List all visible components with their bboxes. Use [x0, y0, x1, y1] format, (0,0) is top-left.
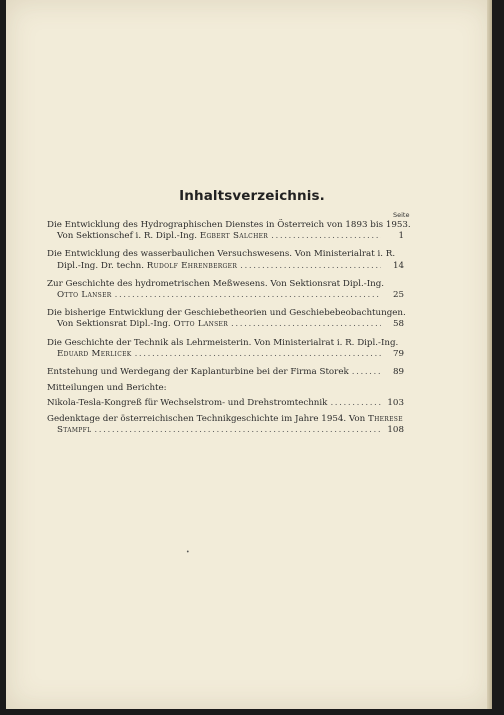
toc-entry — [47, 249, 404, 271]
toc-entry — [47, 308, 404, 330]
table-of-contents — [47, 220, 411, 444]
toc-entry-line — [47, 231, 404, 242]
toc-entry-page: 58 — [392, 319, 404, 330]
toc-entry-line — [47, 261, 404, 272]
toc-entry-text: Die Entwicklung des wasserbaulichen Versuchswesens. Von Ministerialrat i. R. — [47, 249, 396, 260]
toc-entry-text: Mitteilungen und Berichte: — [47, 382, 167, 393]
dot-leader — [115, 290, 381, 301]
toc-entry — [47, 338, 404, 360]
toc-entry-text: Entstehung und Werdegang der Kaplanturbine bei der Firma Storek — [47, 367, 349, 378]
toc-entry-line — [47, 319, 404, 330]
toc-entry-line — [47, 290, 404, 301]
toc-entry-text: Gedenktage der österreichischen Technikgeschichte im Jahre 1954. Von — [47, 414, 366, 425]
toc-entry-line — [47, 349, 404, 360]
toc-entry-text: Die Entwicklung des Hydrographischen Dienstes in Österreich von 1893 bis 1953. — [47, 220, 411, 230]
toc-entry-page: 1 — [398, 231, 404, 242]
dot-leader — [330, 398, 381, 409]
toc-entry — [47, 220, 411, 242]
toc-entry-line — [47, 249, 404, 260]
toc-entry-line — [47, 308, 404, 319]
toc-entry-page: 89 — [392, 367, 404, 378]
toc-entry-author: Otto Lanser — [57, 290, 112, 301]
toc-entry-line — [47, 414, 404, 425]
toc-entry-text: Die Geschichte der Technik als Lehrmeisterin. Von Ministerialrat i. R. Dipl.-Ing. — [47, 337, 399, 348]
toc-entry-author: Rudolf Ehrenberger — [146, 260, 238, 271]
toc-entry-line — [47, 220, 411, 231]
dot-leader — [352, 367, 381, 378]
toc-entry — [47, 279, 404, 301]
toc-entry — [47, 367, 404, 378]
toc-entry-page: 25 — [392, 290, 404, 301]
toc-entry — [47, 414, 404, 436]
toc-section-heading — [47, 383, 404, 394]
toc-entry-author: Eduard Merlicek — [57, 348, 132, 359]
page-column-label: Seite — [393, 211, 410, 219]
toc-entry-line — [47, 367, 404, 378]
toc-entry-text: Von Sektionsrat Dipl.-Ing. — [57, 319, 171, 330]
page-edge — [487, 0, 492, 709]
toc-entry-text: Zur Geschichte des hydrometrischen Meßwesens. Von Sektionsrat Dipl.-Ing. — [47, 278, 385, 289]
toc-entry-page: 14 — [392, 260, 404, 271]
toc-entry-line — [47, 279, 404, 290]
toc-entry-author-first: Therese — [368, 414, 403, 425]
toc-entry-text: Von Sektionschef i. R. Dipl.-Ing. — [57, 231, 198, 242]
toc-entry-author: Egbert Salcher — [199, 231, 269, 242]
dot-leader — [231, 319, 381, 330]
toc-entry-line — [47, 338, 404, 349]
toc-entry-page: 79 — [392, 348, 404, 359]
toc-entry-line — [47, 383, 404, 394]
page-title: Inhaltsverzeichnis. — [179, 188, 325, 204]
toc-entry-author: Stampfl — [57, 425, 92, 436]
toc-entry-author: Otto Lanser — [173, 319, 229, 330]
dot-leader — [240, 261, 381, 272]
dot-leader — [94, 425, 381, 436]
toc-entry-text: Dipl.-Ing. Dr. techn. — [57, 260, 145, 271]
page-marker: • — [186, 549, 190, 556]
dot-leader — [135, 349, 381, 360]
toc-entry-line — [47, 425, 404, 436]
toc-entry-text: Nikola-Tesla-Kongreß für Wechselstrom- und Drehstromtechnik — [47, 398, 328, 409]
toc-entry-text: Die bisherige Entwicklung der Geschiebetheorien und Geschiebebeobachtungen. — [47, 308, 406, 319]
toc-entry-page: 108 — [387, 425, 404, 436]
toc-entry-page: 103 — [387, 398, 404, 409]
toc-entry-line — [47, 398, 404, 409]
dot-leader — [271, 231, 381, 242]
toc-entry — [47, 398, 404, 409]
